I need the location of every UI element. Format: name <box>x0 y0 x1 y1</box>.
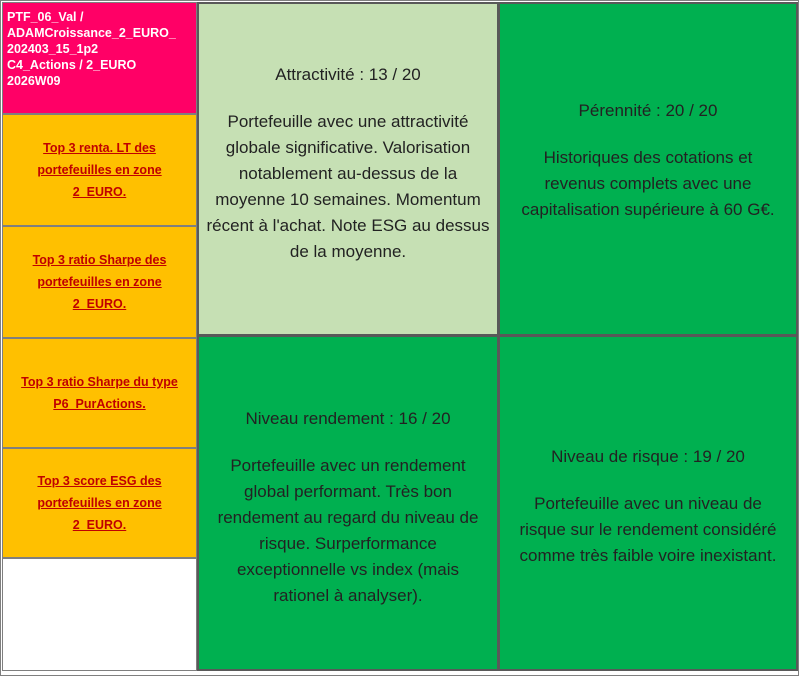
empty-cell <box>2 558 197 671</box>
link-cell-renta <box>2 114 197 226</box>
top3-sharpe-zone-link[interactable]: Top 3 ratio Sharpe des portefeuilles en zone 2_EURO. <box>32 253 167 311</box>
perennite-description: Historiques des cotations et revenus complets avec une capitalisation supérieure à 60 G€. <box>521 148 775 219</box>
perennite-quadrant <box>498 2 798 336</box>
attractivite-score: Attractivité : 13 / 20 <box>275 65 421 84</box>
portfolio-title-line: PTF_06_Val / <box>7 10 84 24</box>
risque-description: Portefeuille avec un niveau de risque sur le rendement considéré comme très faible voire inexistant. <box>519 494 777 565</box>
link-cell-sharpe-type <box>2 338 197 448</box>
perennite-score: Pérennité : 20 / 20 <box>578 101 718 120</box>
risque-quadrant <box>498 335 798 671</box>
top3-sharpe-type-link[interactable]: Top 3 ratio Sharpe du type P6_PurActions. <box>21 375 178 411</box>
risque-score: Niveau de risque : 19 / 20 <box>551 447 745 466</box>
attractivite-quadrant <box>197 2 499 336</box>
portfolio-title-line: 202403_15_1p2 <box>7 42 99 56</box>
top3-renta-link[interactable]: Top 3 renta. LT des portefeuilles en zone 2_EURO. <box>37 141 162 199</box>
link-cell-esg <box>2 448 197 558</box>
portfolio-title-line: 2026W09 <box>7 74 61 88</box>
rendement-description: Portefeuille avec un rendement global performant. Très bon rendement au regard du niveau de risque. Surperformance exceptionnelle vs index (mais rationel à analyser). <box>217 456 479 605</box>
rendement-quadrant <box>197 335 499 671</box>
top3-esg-link[interactable]: Top 3 score ESG des portefeuilles en zone 2_EURO. <box>37 474 162 532</box>
portfolio-title-line: ADAMCroissance_2_EURO_ <box>7 26 176 40</box>
link-cell-sharpe-zone <box>2 226 197 338</box>
portfolio-title-line: C4_Actions / 2_EURO <box>7 58 137 72</box>
portfolio-title <box>2 2 197 114</box>
rendement-score: Niveau rendement : 16 / 20 <box>245 409 451 428</box>
attractivite-description: Portefeuille avec une attractivité globale significative. Valorisation notablement au-dessus de la moyenne 10 semaines. Momentum récent à l'achat. Note ESG au dessus de la moyenne. <box>206 112 490 261</box>
